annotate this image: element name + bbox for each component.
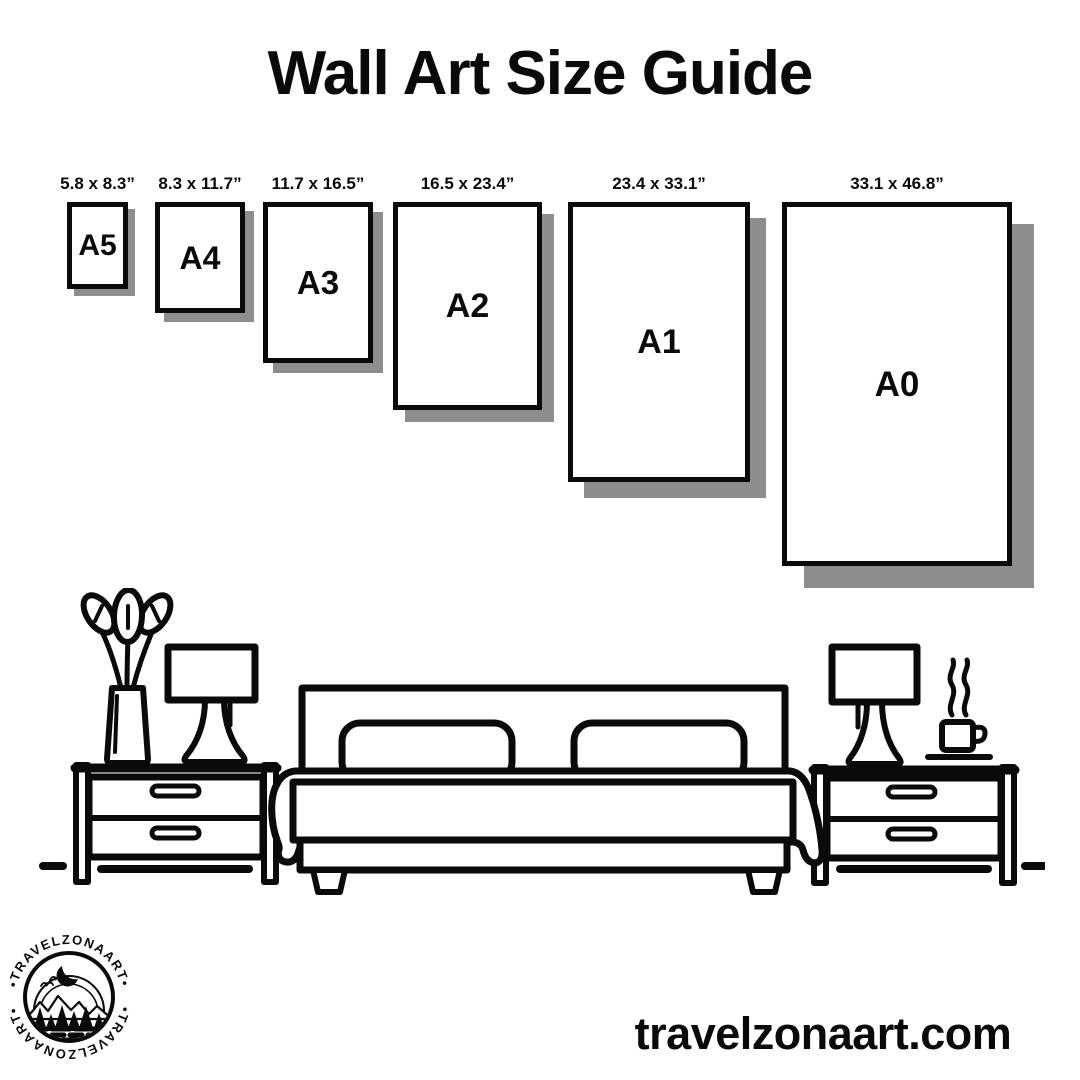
steam-icon (964, 660, 968, 715)
page-title: Wall Art Size Guide (267, 39, 813, 108)
plant-icon (77, 590, 176, 763)
logo-ring-text-bottom: •TRAVELZONAART• (5, 1005, 133, 1063)
drawer-handle (888, 787, 935, 797)
bed-foot (313, 870, 345, 892)
bed-foot (748, 870, 780, 892)
drawer-handle (888, 829, 935, 839)
frame-a1 (568, 202, 750, 482)
steam-icon (950, 660, 954, 715)
frame-size-letter: A2 (445, 287, 490, 325)
frame-size-letter: A4 (179, 239, 221, 276)
frame-dims-label-a1: 23.4 x 33.1” (612, 174, 706, 193)
brand-logo (4, 928, 134, 1064)
bed (272, 688, 822, 892)
bird-icon (41, 983, 53, 986)
logo-ring-text-top: •TRAVELZONAART• (5, 931, 133, 989)
frame-size-letter: A3 (296, 264, 340, 301)
frame-dims-label-a5: 5.8 x 8.3” (60, 174, 135, 193)
table-lamp-left (168, 647, 255, 762)
blanket-band (293, 782, 793, 840)
frame-dims-label-a0: 33.1 x 46.8” (850, 174, 944, 193)
frame-a3 (263, 202, 373, 363)
drawer-handle (152, 786, 199, 796)
frame-a0 (782, 202, 1012, 566)
frame-a2 (393, 202, 542, 410)
frame-size-letter: A1 (637, 323, 681, 361)
table-lamp-right (832, 647, 917, 764)
frame-dims-label-a3: 11.7 x 16.5” (271, 174, 365, 193)
nightstand-right (813, 767, 1015, 883)
drawer-handle (152, 828, 199, 838)
frame-a4 (155, 202, 245, 313)
frame-size-letter: A5 (78, 228, 117, 262)
frame-dims-label-a4: 8.3 x 11.7” (158, 174, 242, 193)
website-url: travelzonaart.com (634, 1008, 1012, 1059)
nightstand-left (75, 765, 277, 882)
frame-a5 (67, 202, 128, 289)
coffee-cup-icon (928, 660, 990, 757)
bedroom-scene (35, 588, 1045, 900)
frame-dims-label-a2: 16.5 x 23.4” (420, 174, 515, 193)
frame-size-letter: A0 (874, 364, 920, 404)
